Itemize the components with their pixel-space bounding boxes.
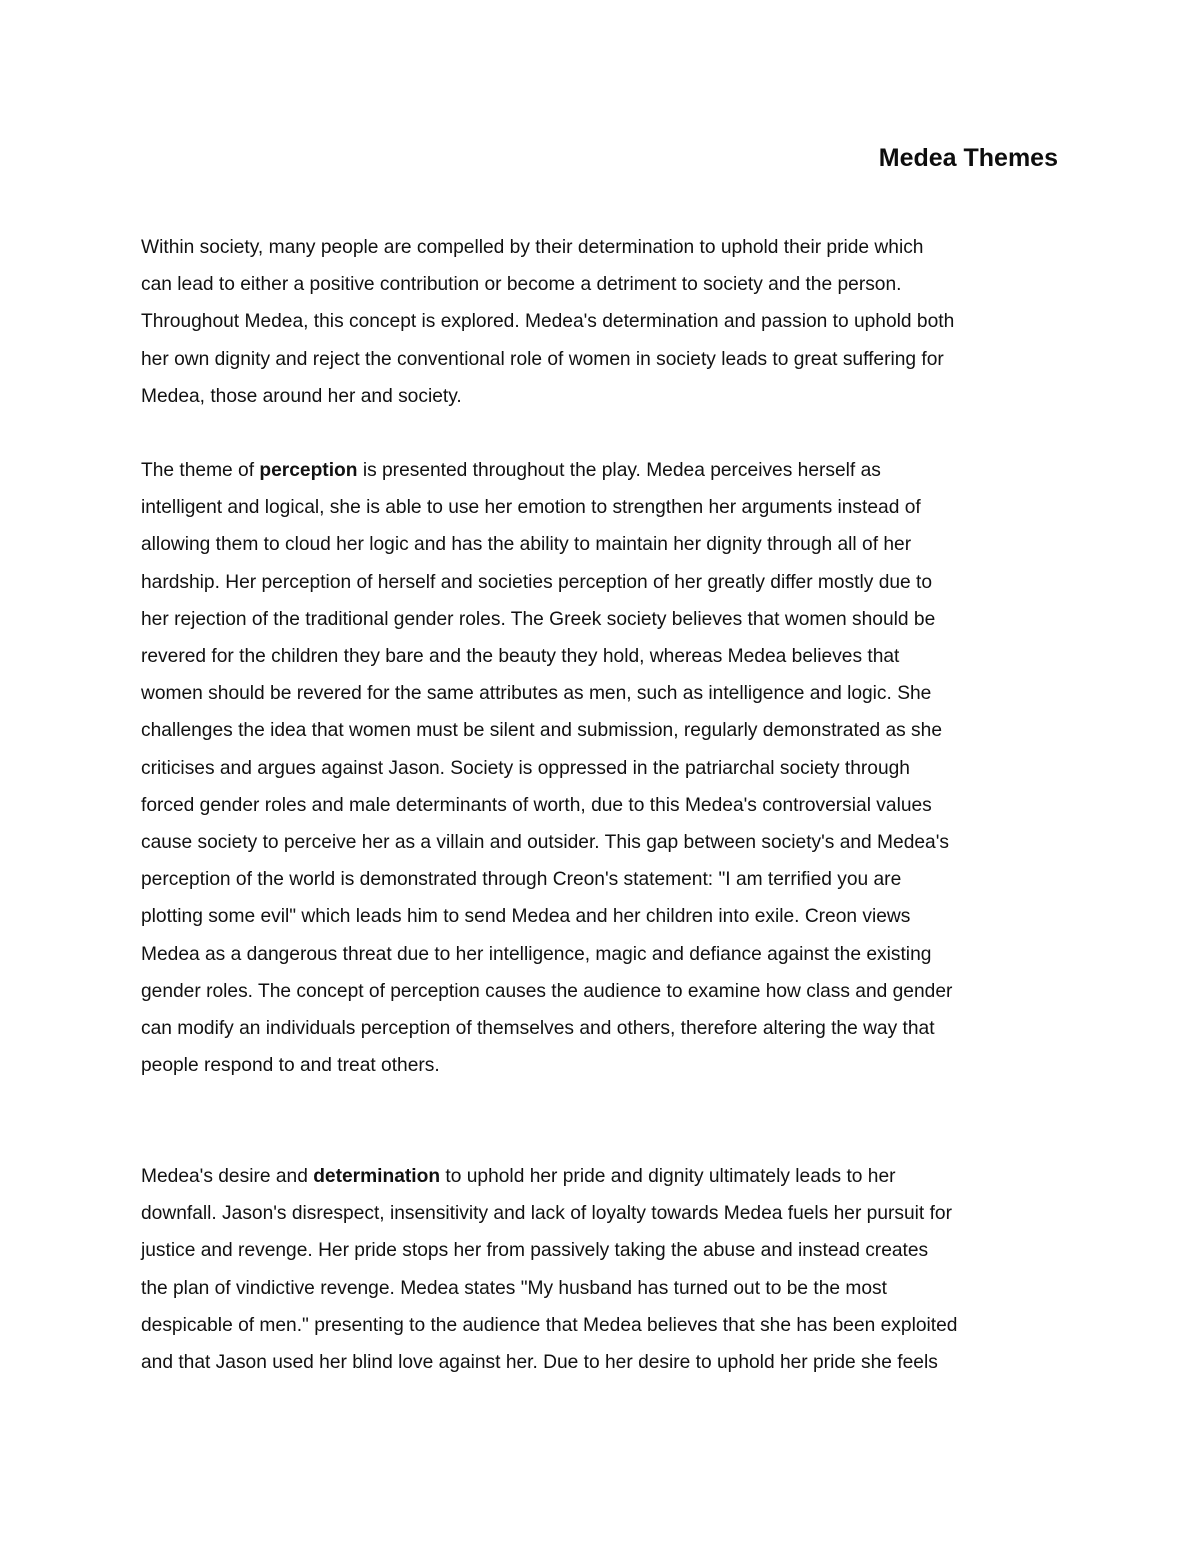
text-segment: Medea's desire and bbox=[141, 1166, 314, 1187]
paragraph-determination bbox=[141, 1158, 1061, 1381]
text-line: revered for the children they bare and the beauty they hold, whereas Medea believes that bbox=[141, 646, 900, 668]
text-line: challenges the idea that women must be silent and submission, regularly demonstrated as she bbox=[141, 720, 942, 742]
text-line: criticises and argues against Jason. Society is oppressed in the patriarchal society through bbox=[141, 757, 910, 779]
text-line: her rejection of the traditional gender roles. The Greek society believes that women should be bbox=[141, 608, 936, 630]
text-segment: to uphold her pride and dignity ultimately leads to her bbox=[440, 1166, 896, 1187]
text-line: plotting some evil" which leads him to send Medea and her children into exile. Creon views bbox=[141, 906, 911, 928]
text-line: intelligent and logical, she is able to use her emotion to strengthen her arguments instead of bbox=[141, 497, 921, 519]
text-line bbox=[141, 1158, 1061, 1195]
keyword-determination: determination bbox=[313, 1166, 441, 1187]
text-segment: is presented throughout the play. Medea perceives herself as bbox=[357, 460, 881, 481]
text-line: forced gender roles and male determinants of worth, due to this Medea's controversial values bbox=[141, 794, 932, 816]
text-line: hardship. Her perception of herself and societies perception of her greatly differ mostly due to bbox=[141, 571, 933, 593]
text-line: perception of the world is demonstrated through Creon's statement: "I am terrified you are bbox=[141, 869, 902, 891]
text-line: Within society, many people are compelled by their determination to uphold their pride which bbox=[141, 237, 924, 258]
text-line: cause society to perceive her as a villain and outsider. This gap between society's and Medea's bbox=[141, 832, 949, 854]
text-line: the plan of vindictive revenge. Medea states "My husband has turned out to be the most bbox=[141, 1277, 887, 1299]
text-line bbox=[141, 452, 1061, 489]
text-line: Medea as a dangerous threat due to her intelligence, magic and defiance against the existing bbox=[141, 943, 932, 965]
text-line: women should be revered for the same attributes as men, such as intelligence and logic. She bbox=[141, 683, 932, 705]
text-line: allowing them to cloud her logic and has the ability to maintain her dignity through all of her bbox=[141, 534, 912, 556]
text-line: Throughout Medea, this concept is explored. Medea's determination and passion to uphold both bbox=[141, 311, 955, 333]
paragraph-intro bbox=[141, 229, 1061, 415]
text-line: people respond to and treat others. bbox=[141, 1055, 440, 1077]
text-line: her own dignity and reject the conventional role of women in society leads to great suffering for bbox=[141, 348, 944, 370]
text-line: downfall. Jason's disrespect, insensitivity and lack of loyalty towards Medea fuels her pursuit for bbox=[141, 1203, 952, 1225]
document-title: Medea Themes bbox=[878, 144, 1058, 172]
text-line: despicable of men." presenting to the audience that Medea believes that she has been exploited bbox=[141, 1314, 958, 1336]
text-segment: The theme of bbox=[141, 460, 260, 481]
text-line: Medea, those around her and society. bbox=[141, 385, 462, 407]
text-line: gender roles. The concept of perception causes the audience to examine how class and gender bbox=[141, 980, 953, 1002]
paragraph-perception bbox=[141, 452, 1061, 1084]
text-line: justice and revenge. Her pride stops her from passively taking the abuse and instead creates bbox=[141, 1240, 929, 1262]
keyword-perception: perception bbox=[259, 460, 358, 481]
text-line: can lead to either a positive contribution or become a detriment to society and the person. bbox=[141, 274, 902, 296]
text-line: can modify an individuals perception of themselves and others, therefore altering the way that bbox=[141, 1018, 935, 1040]
text-line: and that Jason used her blind love against her. Due to her desire to uphold her pride she feels bbox=[141, 1352, 938, 1374]
